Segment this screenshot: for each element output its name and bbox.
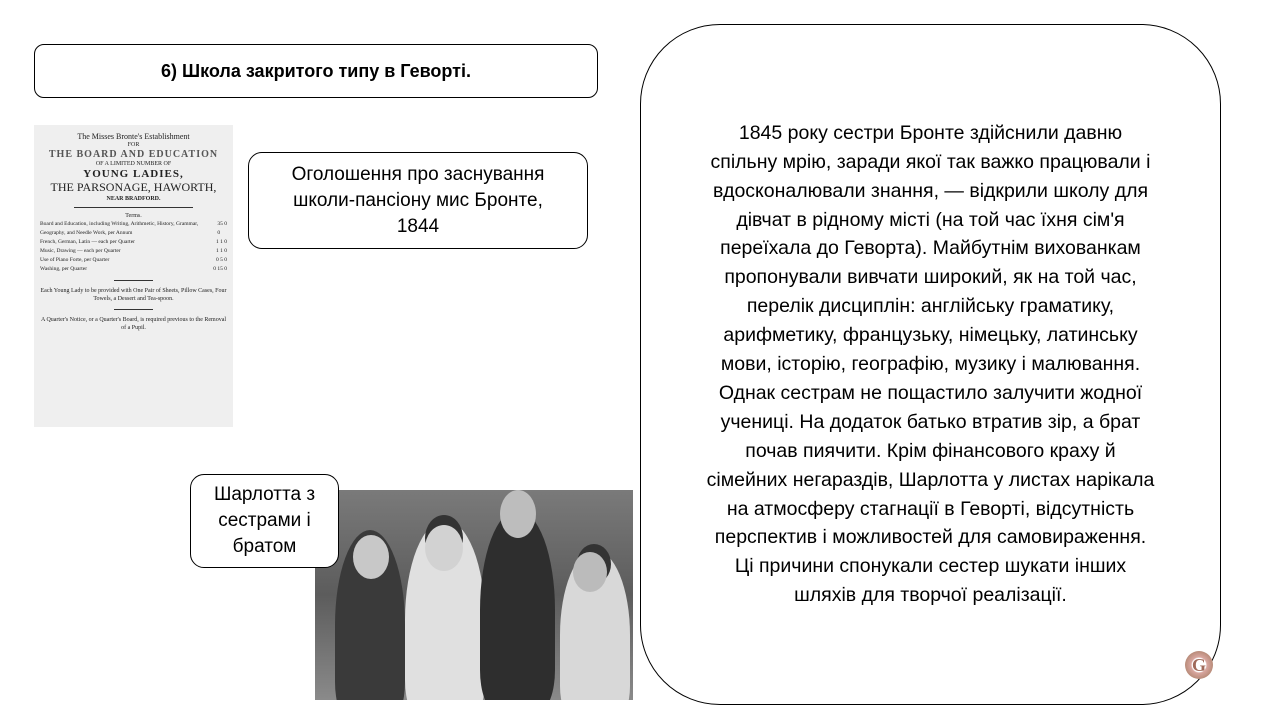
main-text-line: на атмосферу стагнації в Геворті, відсутність [726, 497, 1135, 520]
ad-for: FOR [127, 142, 140, 148]
ad-terms: Terms. [125, 213, 142, 219]
advertisement-caption [248, 152, 588, 249]
ad-row: French, German, Latin — each per Quarter 1 1 0 [40, 239, 227, 245]
ad-note1: Each Young Lady to be provided with One Pair of Sheets, Pillow Cases, Four Towels, a Dessert and Tea-spoon. [40, 288, 227, 302]
bronte-siblings-engraving [315, 490, 633, 700]
main-text-line: Ці причини спонукали сестер шукати інших [734, 555, 1127, 578]
main-text-box [640, 24, 1221, 705]
photo-caption [190, 474, 339, 568]
main-text-line: Однак сестрам не пощастило залучити жодної [718, 381, 1143, 404]
logo-icon [1185, 651, 1213, 679]
main-text-line: переїхала до Геворта). Майбутнім вихованкам [720, 237, 1141, 260]
main-text-line: учениці. На додаток батько втратив зір, а брат [720, 410, 1141, 433]
caption-line: Оголошення про заснування [291, 163, 545, 185]
caption-line: братом [232, 536, 297, 557]
ad-note2: A Quarter's Notice, or a Quarter's Board, is required previous to the Removal of a Pupil. [40, 317, 227, 331]
caption-line: школи-пансіону мис Бронте, [293, 189, 543, 211]
slide-title [34, 44, 598, 98]
ad-row: Use of Piano Forte, per Quarter 0 5 0 [40, 257, 227, 263]
main-text-line: почав пиячити. Крім фінансового краху й [745, 439, 1116, 462]
main-text-line: пропонували вивчати широкий, як на той час, [724, 266, 1137, 289]
main-text-line: вдосконалювали знання, — відкрили школу для [712, 179, 1149, 202]
ad-board: THE BOARD AND EDUCATION [48, 149, 219, 160]
main-text-line: арифметику, французьку, німецьку, латинську [723, 324, 1138, 347]
ad-heading: The Misses Bronte's Establishment [77, 132, 190, 141]
ad-parsonage: THE PARSONAGE, HAWORTH, [50, 180, 217, 194]
main-text [707, 119, 1155, 610]
ad-limited: OF A LIMITED NUMBER OF [95, 161, 172, 167]
ad-row: Washing, per Quarter 0 15 0 [40, 266, 227, 272]
main-text-line: 1845 року сестри Бронте здійснили давню [738, 121, 1123, 144]
ad-near: NEAR BRADFORD. [106, 196, 161, 202]
caption-line: 1844 [396, 215, 440, 237]
ad-row: Music, Drawing — each per Quarter 1 1 0 [40, 248, 227, 254]
main-text-line: мови, історію, географію, музику і малювання. [720, 353, 1141, 376]
slide-title-text: 6) Школа закритого типу в Геворті. [160, 60, 471, 81]
advertisement-image [34, 125, 233, 427]
main-text-line: шляхів для творчої реалізації. [794, 584, 1067, 607]
main-text-line: спільну мрію, заради якої так важко працювали і [710, 150, 1151, 173]
logo-letter: G [1191, 654, 1206, 675]
main-text-line: перспектив і можливостей для самовираження. [714, 526, 1147, 549]
caption-line: Шарлотта з [213, 484, 316, 505]
ad-row: Board and Education, including Writing, Arithmetic, History, Grammar, Geography, and Needle Work, per Annum 35 0 0 [40, 221, 227, 236]
ad-young: YOUNG LADIES, [83, 168, 184, 180]
caption-line: сестрами і [218, 510, 311, 531]
main-text-line: дівчат в рідному місті (на той час їхня сім'я [736, 208, 1125, 231]
main-text-line: перелік дисциплін: англійську граматику, [746, 295, 1115, 318]
main-text-line: сімейних негараздів, Шарлотта у листах нарікала [706, 468, 1155, 491]
